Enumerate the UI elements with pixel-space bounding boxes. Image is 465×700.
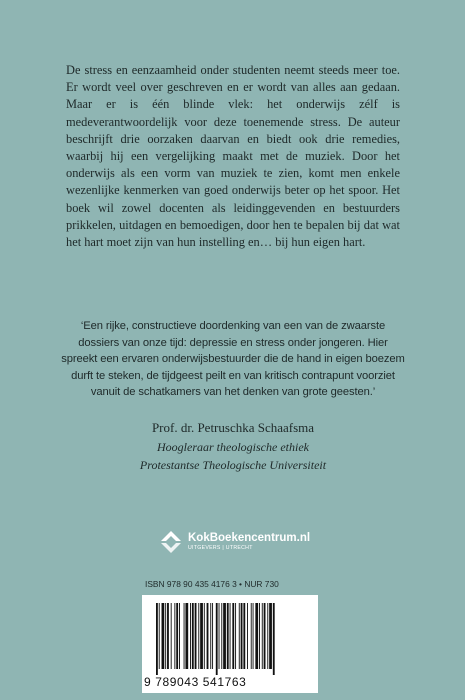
barcode-bar bbox=[195, 603, 197, 669]
barcode-bar bbox=[179, 603, 180, 669]
barcode-bar bbox=[273, 603, 275, 675]
barcode-bar bbox=[156, 603, 158, 675]
barcode-bar bbox=[251, 603, 252, 669]
barcode-bar bbox=[192, 603, 194, 669]
barcode-bar bbox=[198, 603, 199, 669]
barcode-digits: 9 789043 541763 bbox=[144, 675, 247, 689]
barcode-bar bbox=[262, 603, 263, 669]
barcode-bar bbox=[235, 603, 236, 669]
barcode-bar bbox=[264, 603, 266, 669]
review-quote-text: ‘Een rijke, constructieve doordenking van een van de zwaarste dossiers van onze tijd: depressie en stress onder jongeren. Hier spreekt een ervaren onderwijsbestuurder die de hand in eigen boezem durft te steken, de tijdgeest peilt en van kritisch contrapunt voorziet vanuit de schatkamers van het denken van grote geesten.’ bbox=[61, 320, 405, 399]
barcode-bar bbox=[223, 603, 226, 669]
barcode-bar bbox=[243, 603, 245, 669]
review-quote bbox=[60, 318, 406, 401]
barcode-bar bbox=[167, 603, 169, 669]
barcode bbox=[142, 595, 318, 693]
barcode-bar bbox=[159, 603, 160, 669]
barcode-bar bbox=[162, 603, 165, 669]
attribution-name: Prof. dr. Petruschka Schaafsma bbox=[151, 420, 315, 435]
barcode-bar bbox=[239, 603, 240, 669]
barcode-bar bbox=[200, 603, 203, 669]
blurb-text bbox=[66, 62, 400, 251]
blurb-paragraph: De stress en eenzaamheid onder studenten neemt steeds meer toe. Er wordt veel over geschreven en er wordt van alles aan gedaan. Maar er is één blinde vlek: het onderwijs zélf is medeverantwoordelijk voor deze toenemende stress. De auteur beschrijft drie oorzaken daarvan en biedt ook drie remedies, waarbij hij een vergelijking maakt met de muziek. Door het onderwijs als een vorm van muziek te zien, komt men enkele wezenlijke kenmerken van goed onderwijs beter op het spoor. Het boek wil zowel docenten als leidinggevenden en bestuurders prikkelen, uitdagen en bemoedigen, door hen te bepalen bij dat wat het hart moet zijn van hun instelling en… bij hun eigen hart. bbox=[66, 63, 400, 250]
barcode-bar bbox=[255, 603, 258, 669]
barcode-bar bbox=[190, 603, 191, 669]
barcode-bar bbox=[171, 603, 172, 669]
attribution-role-1: Hoogleraar theologische ethiek bbox=[157, 440, 309, 454]
publisher-logo bbox=[158, 528, 328, 558]
attribution-role-2: Protestantse Theologische Universiteit bbox=[139, 458, 327, 472]
isbn-nur-line: ISBN 978 90 435 4176 3 • NUR 730 bbox=[145, 579, 279, 589]
publisher-name: KokBoekencentrum.nl bbox=[188, 532, 311, 544]
quote-attribution bbox=[40, 418, 426, 474]
barcode-bar bbox=[219, 603, 220, 669]
barcode-bar bbox=[204, 603, 205, 669]
barcode-bar bbox=[207, 603, 209, 669]
barcode-bar bbox=[267, 603, 268, 669]
barcode-bar bbox=[253, 603, 254, 669]
barcode-bar bbox=[269, 603, 272, 669]
barcode-bar bbox=[216, 603, 218, 675]
barcode-bar bbox=[185, 603, 188, 669]
barcode-bar bbox=[174, 603, 175, 669]
barcode-bar bbox=[227, 603, 229, 669]
barcode-bar bbox=[247, 603, 248, 669]
barcode-bar bbox=[210, 603, 211, 669]
barcode-bar bbox=[230, 603, 231, 669]
kok-logo-icon bbox=[158, 528, 184, 556]
publisher-subtitle: UITGEVERS | UTRECHT bbox=[188, 545, 253, 551]
barcode-bar bbox=[165, 603, 166, 669]
barcode-bar bbox=[241, 603, 243, 669]
barcode-bar bbox=[232, 603, 234, 669]
barcode-bar bbox=[212, 603, 213, 669]
barcode-bar bbox=[184, 603, 185, 669]
barcode-bar bbox=[176, 603, 178, 669]
barcode-bars bbox=[154, 603, 306, 675]
barcode-bar bbox=[221, 603, 222, 669]
barcode-bar bbox=[259, 603, 260, 669]
